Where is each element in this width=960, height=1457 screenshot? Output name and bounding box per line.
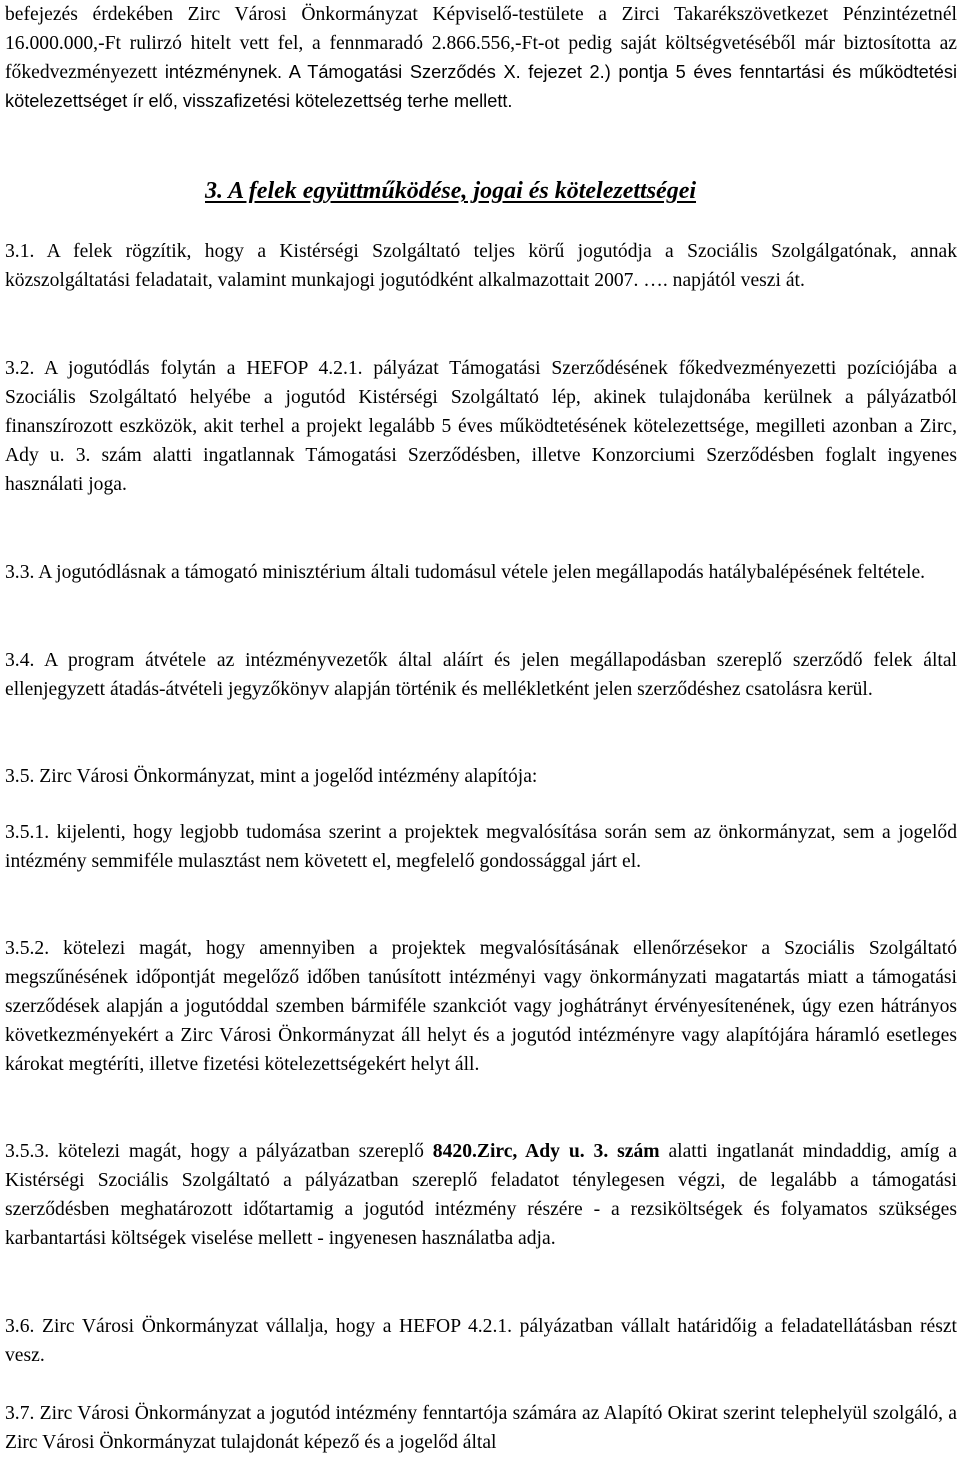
paragraph-3-5-1: 3.5.1. kijelenti, hogy legjobb tudomása szerint a projektek megvalósítása során sem az önkormányzat, sem a jogelőd intézmény semmiféle mulasztást nem követett el, megfelelő gondossággal járt el.: [5, 822, 957, 872]
paragraph-3-5-3: [5, 1137, 957, 1253]
paragraph-3-5: 3.5. Zirc Városi Önkormányzat, mint a jogelőd intézmény alapítója:: [5, 766, 538, 787]
section-title: 3. A felek együttműködése, jogai és kötelezettségei: [205, 178, 697, 204]
intro-serif-text: befejezés érdekében Zirc Városi Önkormányzat Képviselő-testülete a Zirci Takarékszövetkezet Pénzintézetnél 16.000.000,-Ft rulirzó hitelt vett fel, a fennmaradó 2.866.556,-Ft-ot pedig saját költségvetéséből már biztosította az főkedvezményezett: [5, 4, 957, 83]
intro-paragraph: [5, 0, 957, 116]
paragraph-3-6: 3.6. Zirc Városi Önkormányzat vállalja, hogy a HEFOP 4.2.1. pályázatban vállalt határidőig a feladatellátásban részt vesz.: [5, 1316, 957, 1366]
paragraph-3-5-2: 3.5.2. kötelezi magát, hogy amennyiben a projektek megvalósításának ellenőrzésekor a Szociális Szolgáltató megszűnésének időpontját megelőző időben tanúsított intézményi vagy önkormányzati magatartás miatt a támogatási szerződések alapján a jogutóddal szemben bármiféle szankciót vagy joghátrányt érvényesítenének, úgy ezen hátrányos következményekért a Zirc Városi Önkormányzat áll helyt és a jogutód intézményre vagy alapítójára háramló esetleges károkat megtéríti, illetve fizetési kötelezettségekért helyt áll.: [5, 938, 957, 1075]
paragraph-3-2: 3.2. A jogutódlás folytán a HEFOP 4.2.1. pályázat Támogatási Szerződésének főkedvezményezetti pozíciójába a Szociális Szolgáltató helyébe a jogutód Kistérségi Szolgáltató lép, akinek tulajdonába kerülnek a pályázatból finanszírozott eszközök, akit terhel a projekt legalább 5 éves működtetésének kötelezettsége, megilleti azonban a Zirc, Ady u. 3. szám alatti ingatlannak Támogatási Szerződésben, illetve Konzorciumi Szerződésben foglalt ingyenes használati joga.: [5, 358, 957, 495]
paragraph-3-3: 3.3. A jogutódlásnak a támogató minisztérium általi tudomásul vétele jelen megállapodás hatálybalépésének feltétele.: [5, 562, 926, 583]
paragraph-3-1: 3.1. A felek rögzítik, hogy a Kistérségi Szolgáltató teljes körű jogutódja a Szociális Szolgálgatónak, annak közszolgáltatási feladatait, valamint munkajogi jogutódként alkalmazottait 2007. …. napjától veszi át.: [5, 241, 957, 291]
paragraph-3-7: 3.7. Zirc Városi Önkormányzat a jogutód intézmény fenntartója számára az Alapító Okirat szerint telephelyül szolgáló, a Zirc Városi Önkormányzat tulajdonát képező és a jogelőd által: [5, 1403, 957, 1453]
paragraph-3-4: 3.4. A program átvétele az intézményvezetők által aláírt és jelen megállapodásban szereplő szerződő felek által ellenjegyzett átadás-átvételi jegyzőkönyv alapján történik és mellékletként jelen szerződéshez csatolásra kerül.: [5, 650, 957, 700]
property-address: 8420.Zirc, Ady u. 3. szám: [432, 1141, 660, 1162]
paragraph-3-5-3-start: 3.5.3. kötelezi magát, hogy a pályázatban szereplő: [5, 1141, 433, 1162]
paragraph-3-5-3-end: alatti ingatlanát mindaddig, amíg a Kistérségi Szociális Szolgáltató a pályázatban szereplő feladatot ténylegesen végzi, de legalább a támogatási szerződésben meghatározott időtartamig a jogutód intézmény részére - a rezsiköltségek és folyamatos szükséges karbantartási költségek viselése mellett - ingyenesen használatba adja.: [5, 1141, 958, 1249]
intro-sans-text: intézménynek. A Támogatási Szerződés X. fejezet 2.) pontja 5 éves fenntartási és működtetési kötelezettséget ír elő, visszafizetési kötelezettség terhe mellett.: [5, 62, 957, 111]
